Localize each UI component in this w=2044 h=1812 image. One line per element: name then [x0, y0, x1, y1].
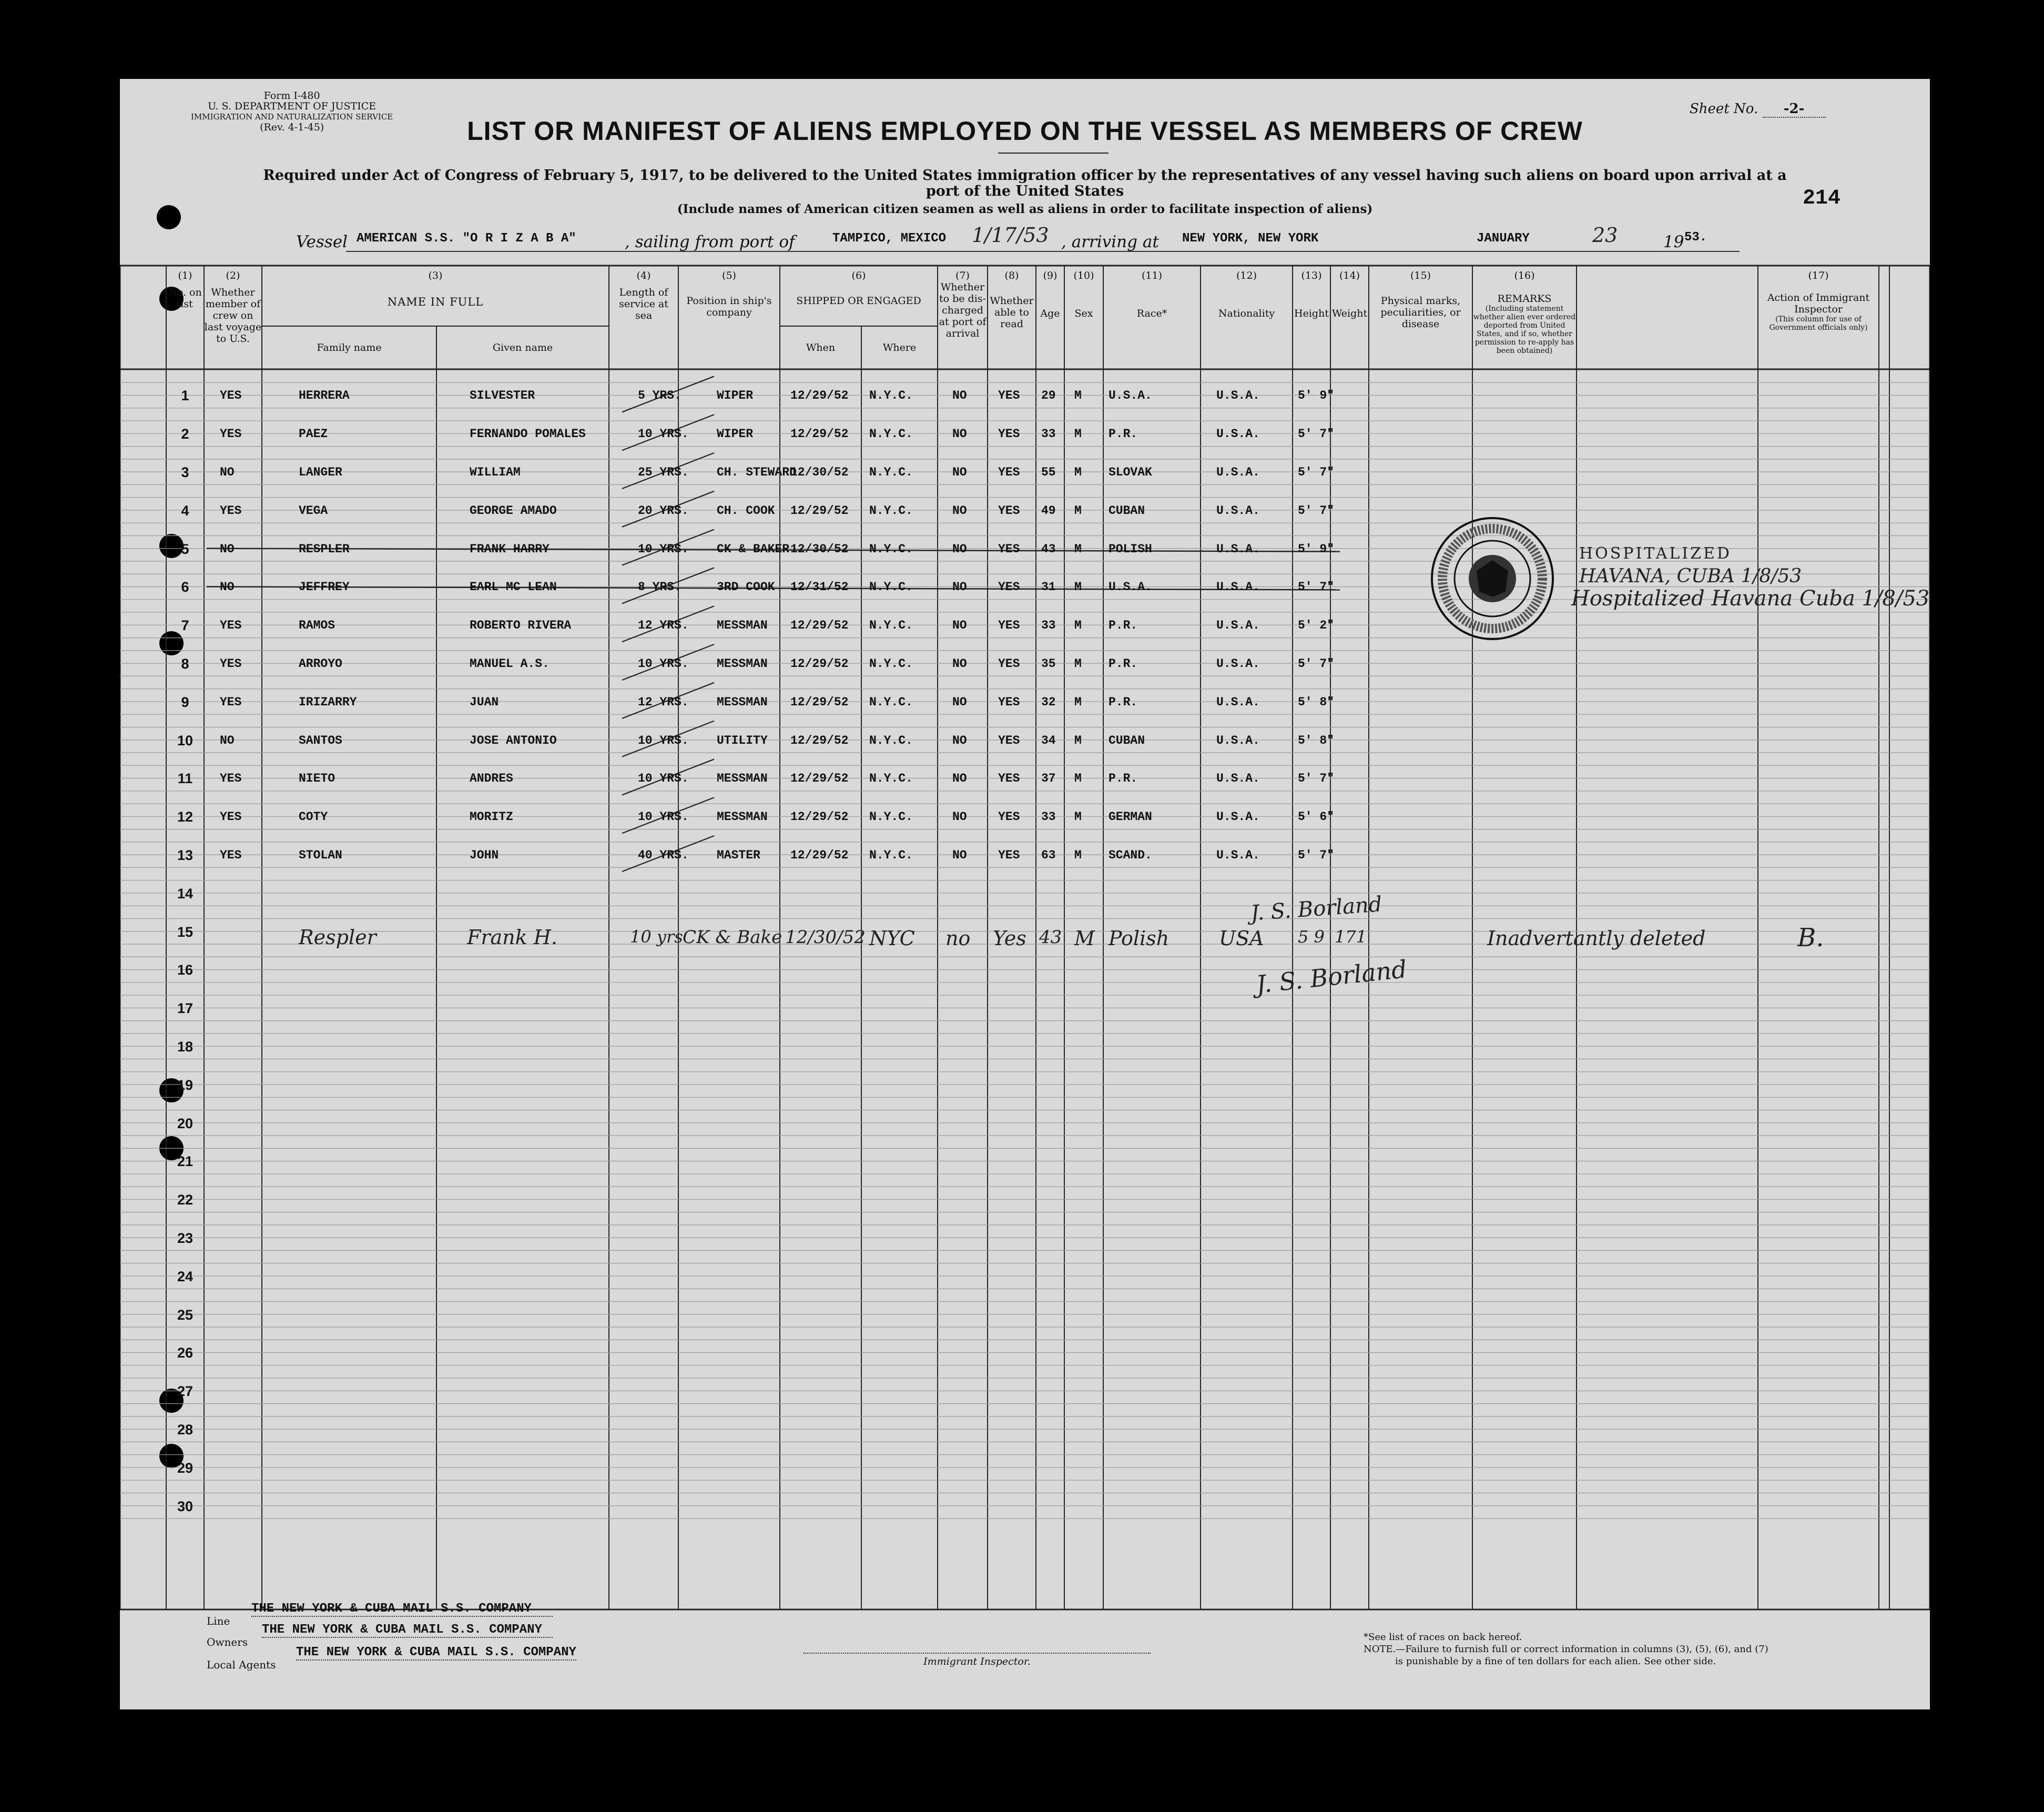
arrival-month: JANUARY [1477, 231, 1530, 246]
cell-when: 12/30/52 [790, 542, 849, 556]
cell-given: WILLIAM [470, 465, 521, 480]
cell-position: MESSMAN [717, 772, 768, 786]
cell-where: N.Y.C. [869, 772, 913, 786]
cell-where: N.Y.C. [869, 465, 913, 480]
form-number: Form I-480 [263, 90, 320, 102]
form-rev: (Rev. 4-1-45) [260, 122, 324, 133]
cell-position: MESSMAN [717, 695, 768, 709]
cell-height: 5' 2" [1298, 619, 1335, 633]
col-2-header: (2) Whether member of crew on last voyage to U.S. [204, 270, 262, 345]
hw-nationality: USA [1219, 927, 1264, 950]
cell-read: YES [998, 772, 1020, 786]
cell-read: YES [998, 580, 1020, 594]
cell-read: YES [998, 427, 1020, 441]
cell-race: POLISH [1109, 542, 1152, 556]
row-number: 10 [177, 732, 194, 748]
cell-age: 29 [1041, 389, 1056, 403]
hw-age: 43 [1039, 927, 1062, 948]
cell-height: 5' 7" [1298, 580, 1335, 594]
hw-family: Respler [299, 926, 377, 949]
cell-race: SCAND. [1109, 848, 1152, 863]
cell-sex: M [1074, 657, 1082, 671]
cell-where: N.Y.C. [869, 848, 913, 863]
col-17-header: (17) Action of Immigrant Inspector (This column for use of Government officials only) [1767, 270, 1870, 332]
row-number: 20 [177, 1115, 194, 1131]
cell-position: UTILITY [717, 733, 768, 747]
cell-when: 12/29/52 [790, 848, 849, 863]
cell-sex: M [1074, 580, 1082, 594]
cell-given: EARL MC LEAN [470, 580, 557, 594]
cell-given: MORITZ [470, 810, 513, 824]
cell-prev: YES [220, 695, 242, 709]
cell-age: 33 [1041, 810, 1056, 824]
cell-when: 12/31/52 [790, 580, 849, 594]
cell-age: 33 [1041, 619, 1056, 633]
subtitle-1: Required under Act of Congress of February 5, 1917, to be delivered to the United States immigration officer by the representatives of any vessel having such aliens on board upon arrival at a [263, 167, 1787, 184]
form-service: IMMIGRATION AND NATURALIZATION SERVICE [191, 112, 393, 122]
cell-service: 10 YRS. [638, 772, 689, 786]
cell-position: WIPER [717, 427, 754, 441]
footer-note-1: *See list of races on back hereof. [1364, 1632, 1522, 1643]
subtitle-3: (Include names of American citizen seamen as well as aliens in order to facilitate inspection of aliens) [677, 202, 1373, 216]
row-number: 22 [177, 1192, 194, 1208]
cell-height: 5' 7" [1298, 772, 1335, 786]
cell-race: SLOVAK [1109, 465, 1152, 480]
stamp-number: 214 [1803, 187, 1841, 210]
cell-age: 35 [1041, 657, 1056, 671]
cell-nationality: U.S.A. [1216, 733, 1260, 747]
cell-age: 63 [1041, 848, 1056, 863]
cell-family: VEGA [299, 503, 328, 518]
col-14-header: (14) Weight [1331, 270, 1368, 319]
cell-height: 5' 7" [1298, 427, 1335, 441]
cell-sex: M [1074, 772, 1082, 786]
cell-where: N.Y.C. [869, 695, 913, 709]
col-12-header: (12) Nationality [1218, 270, 1275, 319]
cell-position: MESSMAN [717, 657, 768, 671]
cell-read: YES [998, 389, 1020, 403]
hw-position: CK & Bake [683, 927, 782, 948]
row-number: 25 [177, 1307, 194, 1323]
cell-sex: M [1074, 619, 1082, 633]
cell-sex: M [1074, 695, 1082, 709]
cell-sex: M [1074, 733, 1082, 747]
cell-age: 55 [1041, 465, 1056, 480]
cell-age: 43 [1041, 542, 1056, 556]
cell-service: 12 YRS. [638, 695, 689, 709]
cell-read: YES [998, 733, 1020, 747]
cell-position: CH. STEWARD [717, 465, 797, 480]
cell-family: LANGER [299, 465, 342, 480]
cell-family: ARROYO [299, 657, 342, 671]
hw-signature: J. S. Borland [1254, 955, 1408, 999]
hw-signature-top: J. S. Borland [1249, 892, 1383, 926]
cell-where: N.Y.C. [869, 810, 913, 824]
cell-nationality: U.S.A. [1216, 619, 1260, 633]
cell-prev: YES [220, 619, 242, 633]
col-5-header: (5) Position in ship's company [686, 270, 772, 318]
cell-race: P.R. [1109, 657, 1138, 671]
cell-where: N.Y.C. [869, 503, 913, 518]
cell-prev: YES [220, 810, 242, 824]
cell-service: 10 YRS. [638, 657, 689, 671]
cell-read: YES [998, 848, 1020, 863]
cell-read: YES [998, 657, 1020, 671]
col-11-header: (11) Race* [1136, 270, 1167, 319]
cell-height: 5' 7" [1298, 657, 1335, 671]
cell-position: 3RD COOK [717, 580, 775, 594]
row-number: 17 [177, 1000, 194, 1017]
cell-family: HERRERA [299, 389, 350, 403]
cell-prev: YES [220, 657, 242, 671]
cell-when: 12/30/52 [790, 465, 849, 480]
inspector-label: Immigrant Inspector. [923, 1656, 1031, 1667]
arrival-year-prefix: 19 [1663, 232, 1684, 251]
row-number: 6 [181, 579, 189, 595]
cell-nationality: U.S.A. [1216, 772, 1260, 786]
arriving-label: , arriving at [1061, 232, 1159, 251]
cell-service: 10 YRS. [638, 427, 689, 441]
cell-sex: M [1074, 542, 1082, 556]
cell-height: 5' 7" [1298, 848, 1335, 863]
cell-when: 12/29/52 [790, 695, 849, 709]
cell-family: JEFFREY [299, 580, 350, 594]
footer-owners-value: THE NEW YORK & CUBA MAIL S.S. COMPANY [262, 1623, 553, 1638]
cell-prev: NO [220, 465, 235, 480]
row-number: 5 [181, 541, 189, 557]
cell-given: FRANK HARRY [470, 542, 550, 556]
cell-race: P.R. [1109, 619, 1138, 633]
cell-height: 5' 9" [1298, 542, 1335, 556]
cell-position: MESSMAN [717, 810, 768, 824]
row-number: 14 [177, 885, 194, 902]
cell-service: 40 YRS. [638, 848, 689, 863]
cell-prev: YES [220, 772, 242, 786]
cell-read: YES [998, 695, 1020, 709]
footer-note-3: is punishable by a fine of ten dollars for each alien. See other side. [1395, 1656, 1716, 1667]
cell-nationality: U.S.A. [1216, 389, 1260, 403]
cell-race: P.R. [1109, 427, 1138, 441]
cell-height: 5' 8" [1298, 733, 1335, 747]
cell-nationality: U.S.A. [1216, 427, 1260, 441]
cell-family: NIETO [299, 772, 335, 786]
cell-family: RESPLER [299, 542, 350, 556]
cell-discharge: NO [952, 465, 967, 480]
row-number: 28 [177, 1422, 194, 1438]
sailing-date: 1/17/53 [972, 224, 1049, 247]
form-dept: U. S. DEPARTMENT OF JUSTICE [208, 100, 377, 112]
cell-age: 32 [1041, 695, 1056, 709]
hw-remarks: Inadvertantly deleted [1487, 927, 1706, 950]
cell-position: CH. COOK [717, 503, 775, 518]
col-3-family-header: Family name [317, 342, 382, 353]
cell-given: JOHN [470, 848, 499, 863]
cell-sex: M [1074, 465, 1082, 480]
cell-service: 8 YRS. [638, 580, 682, 594]
cell-service: 12 YRS. [638, 619, 689, 633]
col-15-header: (15) Physical marks, peculiarities, or disease [1380, 270, 1461, 330]
row-number: 3 [181, 464, 189, 481]
cell-race: P.R. [1109, 772, 1138, 786]
row-number: 29 [177, 1460, 194, 1476]
cell-age: 37 [1041, 772, 1056, 786]
row-number: 27 [177, 1383, 194, 1400]
cell-age: 49 [1041, 503, 1056, 518]
cell-age: 31 [1041, 580, 1056, 594]
col-16-header: (16) REMARKS (Including statement whether alien ever ordered deported from United States, and if so, whether permission to re-apply has been obtained) [1473, 270, 1576, 355]
col-1-header: (1) No. on list [168, 270, 202, 310]
cell-where: N.Y.C. [869, 427, 913, 441]
manifest-page [120, 79, 1930, 1709]
cell-given: SILVESTER [470, 389, 535, 403]
row-number: 18 [177, 1039, 194, 1055]
cell-service: 5 YRS. [638, 389, 682, 403]
cell-discharge: NO [952, 657, 967, 671]
cell-service: 25 YRS. [638, 465, 689, 480]
cell-read: YES [998, 503, 1020, 518]
cell-when: 12/29/52 [790, 389, 849, 403]
footer-line-value: THE NEW YORK & CUBA MAIL S.S. COMPANY [251, 1602, 553, 1617]
cell-race: CUBAN [1109, 503, 1145, 518]
cell-prev: NO [220, 580, 235, 594]
cell-family: SANTOS [299, 733, 342, 747]
row-number: 8 [181, 656, 189, 672]
cell-nationality: U.S.A. [1216, 848, 1260, 863]
cell-discharge: NO [952, 580, 967, 594]
row-number: 30 [177, 1498, 194, 1514]
col-9-header: (9) Age [1040, 270, 1060, 319]
cell-where: N.Y.C. [869, 542, 913, 556]
cell-prev: YES [220, 427, 242, 441]
cell-nationality: U.S.A. [1216, 810, 1260, 824]
cell-sex: M [1074, 810, 1082, 824]
inspector-line [804, 1653, 1151, 1654]
cell-discharge: NO [952, 389, 967, 403]
cell-discharge: NO [952, 772, 967, 786]
cell-position: WIPER [717, 389, 754, 403]
cell-when: 12/29/52 [790, 733, 849, 747]
remarks-havana: HAVANA, CUBA 1/8/53 [1579, 565, 1802, 587]
sailing-label: , sailing from port of [625, 232, 795, 251]
cell-discharge: NO [952, 695, 967, 709]
cell-race: CUBAN [1109, 733, 1145, 747]
cell-discharge: NO [952, 427, 967, 441]
col-4-header: (4) Length of service at sea [619, 270, 668, 321]
row-number: 16 [177, 962, 194, 978]
cell-prev: NO [220, 542, 235, 556]
col-6-where-header: Where [882, 342, 917, 353]
hw-race: Polish [1109, 927, 1170, 950]
hw-weight: 171 [1335, 927, 1367, 947]
cell-when: 12/29/52 [790, 503, 849, 518]
cell-sex: M [1074, 848, 1082, 863]
port-from: TAMPICO, MEXICO [832, 231, 947, 246]
cell-discharge: NO [952, 848, 967, 863]
cell-nationality: U.S.A. [1216, 465, 1260, 480]
hw-when: 12/30/52 [785, 927, 866, 948]
cell-family: PAEZ [299, 427, 328, 441]
cell-when: 12/29/52 [790, 427, 849, 441]
hw-action: B. [1797, 923, 1824, 953]
port-to: NEW YORK, NEW YORK [1182, 231, 1319, 246]
col-3-given-header: Given name [492, 342, 553, 353]
cell-race: P.R. [1109, 695, 1138, 709]
cell-nationality: U.S.A. [1216, 695, 1260, 709]
cell-prev: YES [220, 848, 242, 863]
footer-note-2: NOTE.—Failure to furnish full or correct information in columns (3), (5), (6), and (7) [1364, 1644, 1768, 1655]
cell-service: 10 YRS. [638, 542, 689, 556]
cell-read: YES [998, 810, 1020, 824]
cell-position: CK & BAKER [717, 542, 790, 556]
hw-height: 5 9 [1298, 927, 1325, 947]
row-number: 11 [177, 771, 193, 787]
hw-read: Yes [993, 927, 1026, 950]
row-number: 21 [177, 1153, 194, 1170]
consulate-seal [1427, 513, 1558, 644]
col-7-header: (7) Whether to be dis-charged at port of arrival [939, 270, 987, 339]
sheet-value: -2- [1763, 101, 1826, 118]
cell-nationality: U.S.A. [1216, 580, 1260, 594]
cell-height: 5' 9" [1298, 389, 1335, 403]
cell-where: N.Y.C. [869, 580, 913, 594]
row-number: 15 [177, 924, 194, 940]
row-number: 7 [181, 618, 189, 634]
col-8-header: (8) Whether able to read [990, 270, 1034, 330]
vessel-name: AMERICAN S.S. "O R I Z A B A" [357, 231, 576, 246]
cell-prev: YES [220, 503, 242, 518]
cell-height: 5' 7" [1298, 465, 1335, 480]
col-3-header: (3) NAME IN FULL [387, 270, 484, 308]
cell-when: 12/29/52 [790, 619, 849, 633]
cell-race: U.S.A. [1109, 389, 1152, 403]
cell-prev: YES [220, 389, 242, 403]
cell-nationality: U.S.A. [1216, 657, 1260, 671]
cell-given: ROBERTO RIVERA [470, 619, 572, 633]
cell-read: YES [998, 465, 1020, 480]
remarks-hospitalized: HOSPITALIZED [1579, 544, 1732, 563]
cell-given: FERNANDO POMALES [470, 427, 586, 441]
cell-discharge: NO [952, 542, 967, 556]
cell-when: 12/29/52 [790, 657, 849, 671]
cell-where: N.Y.C. [869, 619, 913, 633]
row-number: 19 [177, 1077, 194, 1093]
cell-height: 5' 8" [1298, 695, 1335, 709]
hw-discharge: no [945, 927, 971, 950]
cell-discharge: NO [952, 733, 967, 747]
cell-read: YES [998, 542, 1020, 556]
hw-given: Frank H. [467, 926, 557, 949]
cell-given: ANDRES [470, 772, 513, 786]
row-number: 13 [177, 847, 194, 864]
footer-line-label: Line [207, 1615, 230, 1627]
vessel-label: Vessel [296, 232, 348, 251]
cell-nationality: U.S.A. [1216, 542, 1260, 556]
cell-family: RAMOS [299, 619, 335, 633]
cell-sex: M [1074, 503, 1082, 518]
cell-sex: M [1074, 427, 1082, 441]
subtitle-2: port of the United States [926, 183, 1124, 199]
cell-age: 33 [1041, 427, 1056, 441]
cell-where: N.Y.C. [869, 733, 913, 747]
cell-discharge: NO [952, 503, 967, 518]
row-number: 1 [181, 388, 189, 404]
cell-given: JOSE ANTONIO [470, 733, 557, 747]
cell-given: MANUEL A.S. [470, 657, 550, 671]
hw-service: 10 yrs [630, 927, 683, 947]
row-number: 9 [181, 694, 189, 710]
cell-where: N.Y.C. [869, 389, 913, 403]
col-13-header: (13) Height [1294, 270, 1329, 319]
hw-where: NYC [869, 927, 915, 950]
cell-given: JUAN [470, 695, 499, 709]
col-6-when-header: When [806, 342, 836, 353]
row-number: 26 [177, 1345, 194, 1361]
cell-read: YES [998, 619, 1020, 633]
cell-family: COTY [299, 810, 328, 824]
cell-age: 34 [1041, 733, 1056, 747]
row-number: 24 [177, 1268, 194, 1284]
cell-race: U.S.A. [1109, 580, 1152, 594]
col-6-header: (6) SHIPPED OR ENGAGED [796, 270, 921, 307]
row-number: 4 [181, 502, 189, 519]
cell-family: IRIZARRY [299, 695, 357, 709]
cell-service: 20 YRS. [638, 503, 689, 518]
footer-owners-label: Owners [207, 1636, 248, 1648]
cell-given: GEORGE AMADO [470, 503, 557, 518]
col-10-header: (10) Sex [1073, 270, 1094, 319]
page-title: LIST OR MANIFEST OF ALIENS EMPLOYED ON THE VESSEL AS MEMBERS OF CREW [467, 116, 1583, 146]
cell-discharge: NO [952, 810, 967, 824]
sheet-label: Sheet No. [1690, 101, 1758, 117]
cell-height: 5' 6" [1298, 810, 1335, 824]
cell-service: 10 YRS. [638, 733, 689, 747]
cell-when: 12/29/52 [790, 810, 849, 824]
cell-prev: NO [220, 733, 235, 747]
cell-family: STOLAN [299, 848, 342, 863]
cell-service: 10 YRS. [638, 810, 689, 824]
cell-when: 12/29/52 [790, 772, 849, 786]
cell-discharge: NO [952, 619, 967, 633]
cell-position: MASTER [717, 848, 760, 863]
row-number: 23 [177, 1230, 194, 1247]
remarks-hospitalized-cursive: Hospitalized Havana Cuba 1/8/53 [1571, 586, 1930, 611]
cell-where: N.Y.C. [869, 657, 913, 671]
footer-agents-value: THE NEW YORK & CUBA MAIL S.S. COMPANY [296, 1645, 576, 1659]
cell-sex: M [1074, 389, 1082, 403]
arrival-year-suffix: 53. [1684, 230, 1707, 245]
footer-agents-label: Local Agents [207, 1658, 276, 1671]
arrival-day: 23 [1592, 224, 1618, 247]
cell-race: GERMAN [1109, 810, 1152, 824]
row-number: 12 [177, 809, 194, 825]
cell-nationality: U.S.A. [1216, 503, 1260, 518]
hw-sex: M [1074, 927, 1095, 950]
cell-position: MESSMAN [717, 619, 768, 633]
cell-height: 5' 7" [1298, 503, 1335, 518]
row-number: 2 [181, 426, 189, 442]
